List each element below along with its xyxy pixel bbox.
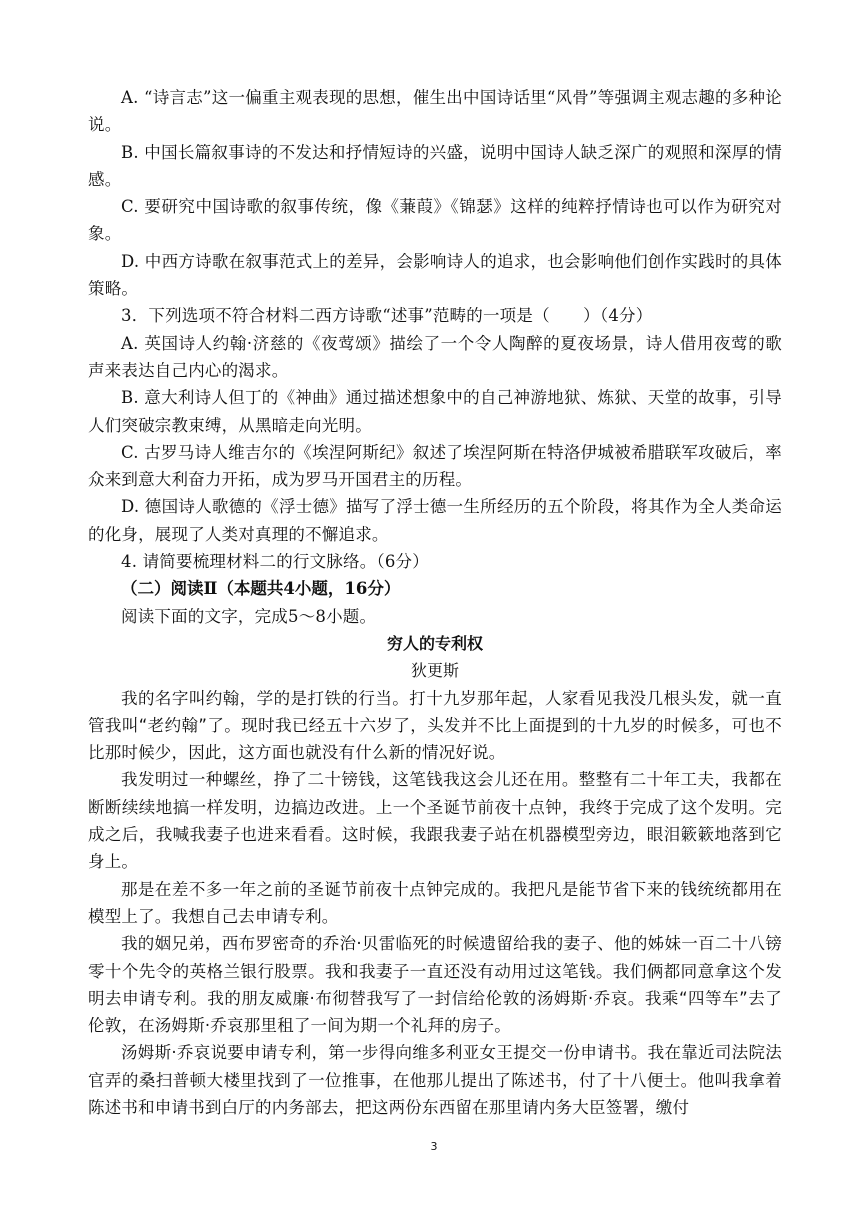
section-heading: （二）阅读Ⅱ（本题共4小题，16分） <box>121 579 401 599</box>
question-4: 4. 请简要梳理材料二的行文脉络。（6分） <box>121 552 429 572</box>
story-paragraph: 那是在差不多一年之前的圣诞节前夜十点钟完成的。我把凡是能节省下来的钱统统都用在模型上了。我想自己去申请专利。 <box>88 879 782 926</box>
page-content <box>88 84 782 1121</box>
option-2c: C. 要研究中国诗歌的叙事传统，像《蒹葭》《锦瑟》这样的纯粹抒情诗也可以作为研究对象。 <box>88 197 782 244</box>
story-paragraph: 汤姆斯·乔哀说要申请专利，第一步得向维多利亚女王提交一份申请书。我在靠近司法院法官弄的桑扫普顿大楼里找到了一位推事，在他那儿提出了陈述书，付了十八便士。他叫我拿着陈述书和申请书到白厅的内务部去，把这两份东西留在那里请内务大臣签署，缴付 <box>88 1043 782 1117</box>
reading-instruction: 阅读下面的文字，完成5～8小题。 <box>121 606 377 626</box>
story-author: 狄更斯 <box>410 661 459 681</box>
story-paragraph: 我的名字叫约翰，学的是打铁的行当。打十九岁那年起，人家看见我没几根头发，就一直管我叫“老约翰”了。现时我已经五十六岁了，头发并不比上面提到的十九岁的时候多，可也不比那时候少，因此，这方面也就没有什么新的情况好说。 <box>88 688 782 763</box>
option-2d: D. 中西方诗歌在叙事范式上的差异，会影响诗人的追求，也会影响他们创作实践时的具体策略。 <box>88 251 782 299</box>
option-2a: A. “诗言志”这一偏重主观表现的思想，催生出中国诗话里“风骨”等强调主观志趣的多种论说。 <box>88 88 782 135</box>
page-number: 3 <box>430 1140 438 1153</box>
question-3: 3．下列选项不符合材料二西方诗歌“述事”范畴的一项是（ ）（4分） <box>121 306 653 326</box>
story-body <box>88 685 782 1122</box>
story-paragraph: 我的姻兄弟，西布罗密奇的乔治·贝雷临死的时候遗留给我的妻子、他的姊妹一百二十八镑零十个先令的英格兰银行股票。我和我妻子一直还没有动用过这笔钱。我们俩都同意拿这个发明去申请专利。我的朋友威廉·布彻替我写了一封信给伦敦的汤姆斯·乔哀。我乘“四等车”去了伦敦，在汤姆斯·乔哀那里租了一间为期一个礼拜的房子。 <box>88 934 782 1036</box>
option-3d: D. 德国诗人歌德的《浮士德》描写了浮士德一生所经历的五个阶段，将其作为全人类命运的化身，展现了人类对真理的不懈追求。 <box>88 497 782 544</box>
option-2b: B. 中国长篇叙事诗的不发达和抒情短诗的兴盛，说明中国诗人缺乏深广的观照和深厚的情感。 <box>88 142 782 189</box>
option-3c: C. 古罗马诗人维吉尔的《埃涅阿斯纪》叙述了埃涅阿斯在特洛伊城被希腊联军攻破后，率众来到意大利奋力开拓，成为罗马开国君主的历程。 <box>88 442 782 490</box>
option-3b: B. 意大利诗人但丁的《神曲》通过描述想象中的自己神游地狱、炼狱、天堂的故事，引导人们突破宗教束缚，从黑暗走向光明。 <box>88 388 782 435</box>
story-title: 穷人的专利权 <box>386 633 483 653</box>
option-3a: A. 英国诗人约翰·济慈的《夜莺颂》描绘了一个令人陶醉的夏夜场景，诗人借用夜莺的歌声来表达自己内心的渴求。 <box>88 333 782 380</box>
story-paragraph: 我发明过一种螺丝，挣了二十镑钱，这笔钱我这会儿还在用。整整有二十年工夫，我都在断断续续地搞一样发明，边搞边改进。上一个圣诞节前夜十点钟，我终于完成了这个发明。完成之后，我喊我妻子也进来看看。这时候，我跟我妻子站在机器模型旁边，眼泪簌簌地落到它身上。 <box>88 770 782 872</box>
